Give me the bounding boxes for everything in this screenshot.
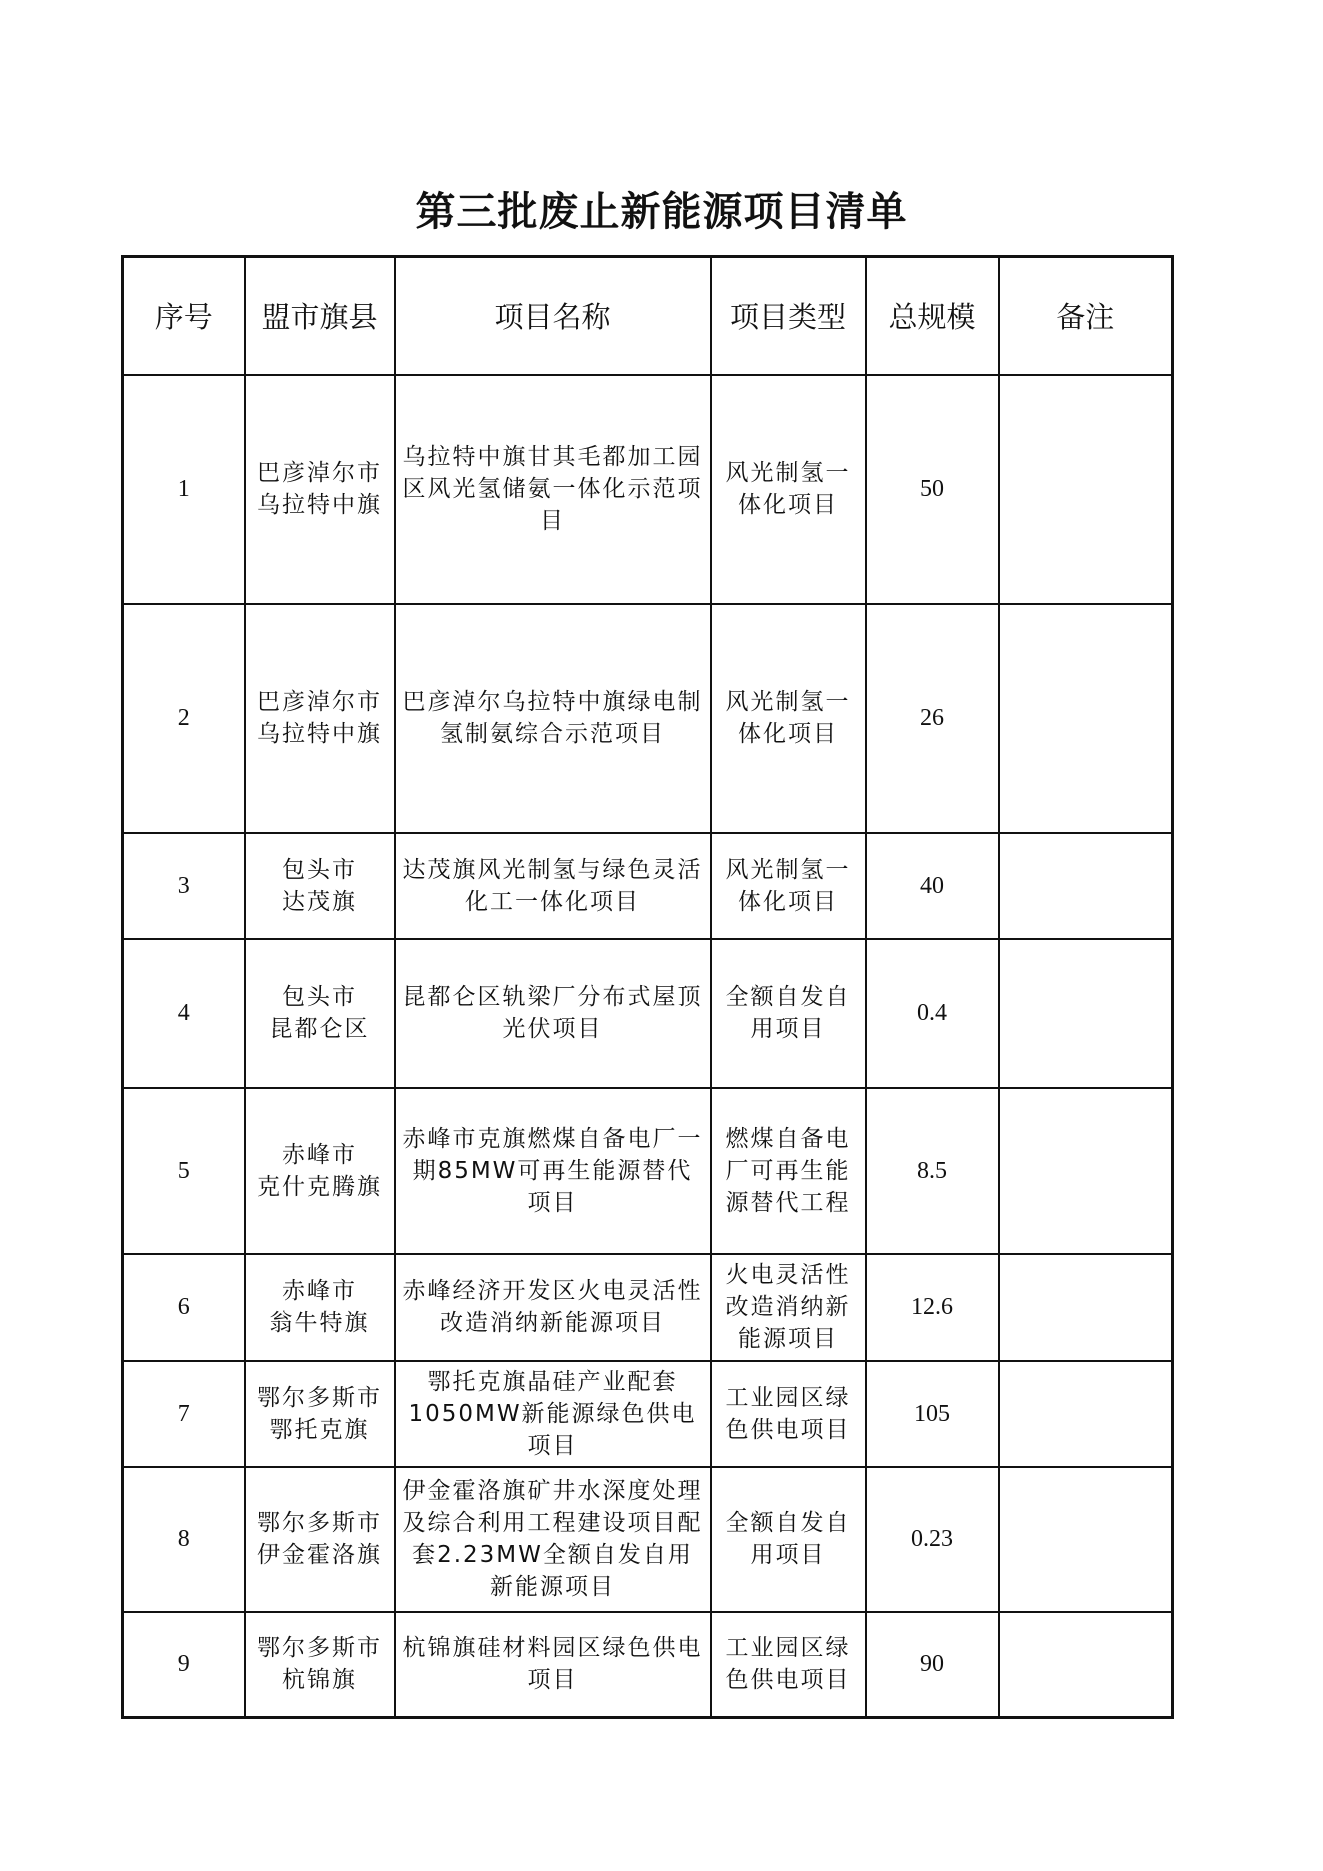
cell-no: 6 bbox=[123, 1254, 245, 1361]
region-line-2: 昆都仑区 bbox=[269, 1016, 370, 1042]
cell-region bbox=[245, 375, 395, 604]
cell-type: 风光制氢一体化项目 bbox=[711, 604, 866, 833]
region-line-2: 翁牛特旗 bbox=[269, 1310, 370, 1336]
page-title: 第三批废止新能源项目清单 bbox=[415, 189, 908, 235]
cell-no: 7 bbox=[123, 1361, 245, 1467]
cell-remark bbox=[999, 1612, 1173, 1718]
cell-scale: 0.4 bbox=[866, 939, 999, 1088]
cell-no: 2 bbox=[123, 604, 245, 833]
region-line-2: 鄂托克旗 bbox=[269, 1416, 370, 1443]
region-line-2: 达茂旗 bbox=[282, 888, 357, 915]
cell-region bbox=[245, 833, 395, 939]
cell-no: 4 bbox=[123, 939, 245, 1088]
region-line-1: 鄂尔多斯市 bbox=[257, 1384, 382, 1411]
table-row bbox=[123, 1467, 1173, 1612]
cell-type: 燃煤自备电厂可再生能源替代工程 bbox=[711, 1088, 866, 1254]
cell-no: 3 bbox=[123, 833, 245, 939]
cell-region bbox=[245, 1361, 395, 1467]
table-row bbox=[123, 939, 1173, 1088]
cell-scale: 90 bbox=[866, 1612, 999, 1718]
cell-name: 伊金霍洛旗矿井水深度处理及综合利用工程建设项目配套2.23MW全额自发自用新能源项目 bbox=[395, 1467, 711, 1612]
cell-remark bbox=[999, 375, 1173, 604]
cell-region bbox=[245, 1612, 395, 1718]
cell-no: 1 bbox=[123, 375, 245, 604]
region-line-2: 乌拉特中旗 bbox=[257, 492, 382, 518]
region-line-1: 包头市 bbox=[282, 984, 357, 1010]
table-row bbox=[123, 604, 1173, 833]
cell-type: 工业园区绿色供电项目 bbox=[711, 1612, 866, 1718]
cell-scale: 40 bbox=[866, 833, 999, 939]
table-row bbox=[123, 375, 1173, 604]
cell-type: 全额自发自用项目 bbox=[711, 939, 866, 1088]
column-header-remark: 备注 bbox=[999, 257, 1173, 375]
cell-region bbox=[245, 939, 395, 1088]
cell-scale: 8.5 bbox=[866, 1088, 999, 1254]
table-row bbox=[123, 1254, 1173, 1361]
table-row bbox=[123, 833, 1173, 939]
table-row bbox=[123, 1088, 1173, 1254]
cell-scale: 105 bbox=[866, 1361, 999, 1467]
cell-name: 达茂旗风光制氢与绿色灵活化工一体化项目 bbox=[395, 833, 711, 939]
region-line-1: 包头市 bbox=[282, 856, 357, 883]
region-line-1: 鄂尔多斯市 bbox=[257, 1635, 382, 1662]
cell-remark bbox=[999, 604, 1173, 833]
table-header-row bbox=[123, 257, 1173, 375]
cell-scale: 50 bbox=[866, 375, 999, 604]
region-line-1: 鄂尔多斯市 bbox=[257, 1510, 382, 1536]
column-header-type: 项目类型 bbox=[711, 257, 866, 375]
cell-scale: 26 bbox=[866, 604, 999, 833]
cell-remark bbox=[999, 1467, 1173, 1612]
region-line-1: 巴彦淖尔市 bbox=[257, 689, 382, 715]
cell-region bbox=[245, 1467, 395, 1612]
region-line-1: 赤峰市 bbox=[282, 1141, 357, 1168]
region-line-2: 乌拉特中旗 bbox=[257, 721, 382, 747]
cell-name: 鄂托克旗晶硅产业配套1050MW新能源绿色供电项目 bbox=[395, 1361, 711, 1467]
cell-region bbox=[245, 1254, 395, 1361]
cell-scale: 12.6 bbox=[866, 1254, 999, 1361]
cell-name: 巴彦淖尔乌拉特中旗绿电制氢制氨综合示范项目 bbox=[395, 604, 711, 833]
table-row bbox=[123, 1612, 1173, 1718]
cell-type: 风光制氢一体化项目 bbox=[711, 833, 866, 939]
region-line-2: 伊金霍洛旗 bbox=[257, 1542, 382, 1568]
region-line-1: 赤峰市 bbox=[282, 1278, 357, 1304]
cell-type: 风光制氢一体化项目 bbox=[711, 375, 866, 604]
cell-name: 赤峰经济开发区火电灵活性改造消纳新能源项目 bbox=[395, 1254, 711, 1361]
region-line-1: 巴彦淖尔市 bbox=[257, 460, 382, 486]
region-line-2: 杭锦旗 bbox=[282, 1667, 357, 1694]
cell-remark bbox=[999, 1254, 1173, 1361]
cell-no: 8 bbox=[123, 1467, 245, 1612]
project-table bbox=[121, 255, 1174, 1719]
cell-name: 杭锦旗硅材料园区绿色供电项目 bbox=[395, 1612, 711, 1718]
column-header-no: 序号 bbox=[123, 257, 245, 375]
cell-type: 火电灵活性改造消纳新能源项目 bbox=[711, 1254, 866, 1361]
cell-remark bbox=[999, 1088, 1173, 1254]
table-row bbox=[123, 1361, 1173, 1467]
cell-name: 赤峰市克旗燃煤自备电厂一期85MW可再生能源替代项目 bbox=[395, 1088, 711, 1254]
cell-remark bbox=[999, 1361, 1173, 1467]
column-header-scale: 总规模 bbox=[866, 257, 999, 375]
cell-no: 9 bbox=[123, 1612, 245, 1718]
cell-remark bbox=[999, 939, 1173, 1088]
cell-no: 5 bbox=[123, 1088, 245, 1254]
cell-type: 工业园区绿色供电项目 bbox=[711, 1361, 866, 1467]
column-header-name: 项目名称 bbox=[395, 257, 711, 375]
cell-region bbox=[245, 604, 395, 833]
region-line-2: 克什克腾旗 bbox=[257, 1173, 382, 1200]
cell-name: 昆都仑区轨梁厂分布式屋顶光伏项目 bbox=[395, 939, 711, 1088]
cell-name: 乌拉特中旗甘其毛都加工园区风光氢储氨一体化示范项目 bbox=[395, 375, 711, 604]
cell-remark bbox=[999, 833, 1173, 939]
cell-region bbox=[245, 1088, 395, 1254]
cell-type: 全额自发自用项目 bbox=[711, 1467, 866, 1612]
cell-scale: 0.23 bbox=[866, 1467, 999, 1612]
column-header-region: 盟市旗县 bbox=[245, 257, 395, 375]
